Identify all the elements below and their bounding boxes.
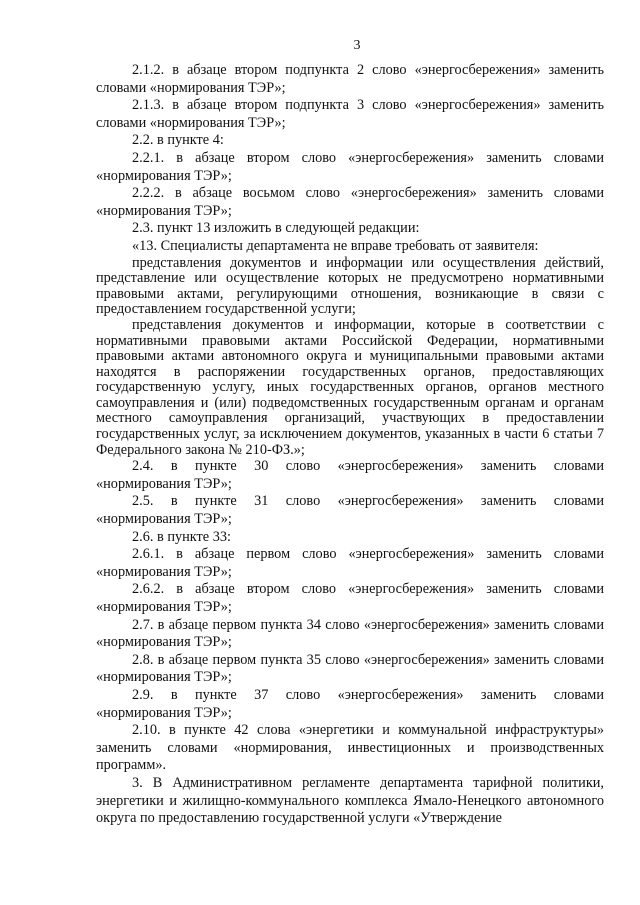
paragraph-2-10: 2.10. в пункте 42 слова «энергетики и коммунальной инфраструктуры» заменить словами «нормирования, инвестиционных и производственных программ».: [96, 722, 604, 774]
paragraph-2-2-2: 2.2.2. в абзаце восьмом слово «энергосбережения» заменить словами «нормирования ТЭР»;: [96, 185, 604, 219]
paragraph-2-7: 2.7. в абзаце первом пункта 34 слово «энергосбережения» заменить словами «нормирования ТЭР»;: [96, 616, 604, 651]
paragraph-2-5: 2.5. в пункте 31 слово «энергосбережения» заменить словами «нормирования ТЭР»;: [96, 493, 604, 528]
paragraph-2-3: 2.3. пункт 13 изложить в следующей редакции:: [132, 220, 420, 237]
paragraph-3: 3. В Административном регламенте департамента тарифной политики, энергетики и жилищно-коммунального комплекса Ямало-Ненецкого автономного округа по предоставлению государственной услуги «Утверждение: [96, 774, 604, 827]
paragraph-2-6-2: 2.6.2. в абзаце втором слово «энергосбережения» заменить словами «нормирования ТЭР»;: [96, 581, 604, 615]
paragraph-2-6-1: 2.6.1. в абзаце первом слово «энергосбережения» заменить словами «нормирования ТЭР»;: [96, 546, 604, 580]
paragraph-2-9: 2.9. в пункте 37 слово «энергосбережения» заменить словами «нормирования ТЭР»;: [96, 686, 604, 721]
document-body: [96, 62, 604, 828]
paragraph-2-1-3: 2.1.3. в абзаце втором подпункта 3 слово «энергосбережения» заменить словами «нормирования ТЭР»;: [96, 97, 604, 131]
paragraph-2-4: 2.4. в пункте 30 слово «энергосбережения» заменить словами «нормирования ТЭР»;: [96, 458, 604, 492]
paragraph-2-1-2: 2.1.2. в абзаце втором подпункта 2 слово «энергосбережения» заменить словами «нормирования ТЭР»;: [96, 62, 604, 96]
paragraph-2-6: 2.6. в пункте 33:: [132, 528, 231, 545]
page-number: 3: [353, 38, 361, 53]
paragraph-13-item-1: представления документов и информации или осуществления действий, представление или осуществление которых не предусмотрено нормативными правовыми актами, регулирующими отношения, возникающие в связи с предоставлением государственной услуги;: [96, 254, 604, 318]
paragraph-13-intro: «13. Специалисты департамента не вправе требовать от заявителя:: [132, 237, 539, 254]
paragraph-2-2: 2.2. в пункте 4:: [132, 132, 224, 149]
paragraph-13-item-2: представления документов и информации, которые в соответствии с нормативными правовыми актами Российской Федерации, нормативными правовыми актами автономного округа и муниципальными правовыми актами находятся в распоряжении государственных органов, предоставляющих государственную услугу, иных государственных органов, органов местного самоуправления и (или) подведомственных государственным органам и органам местного самоуправления организаций, участвующих в предоставлении государственных услуг, за исключением документов, указанных в части 6 статьи 7 Федерального закона № 210-ФЗ.»;: [96, 316, 604, 458]
paragraph-2-8: 2.8. в абзаце первом пункта 35 слово «энергосбережения» заменить словами «нормирования ТЭР»;: [96, 651, 604, 686]
paragraph-2-2-1: 2.2.1. в абзаце втором слово «энергосбережения» заменить словами «нормирования ТЭР»;: [96, 149, 604, 184]
